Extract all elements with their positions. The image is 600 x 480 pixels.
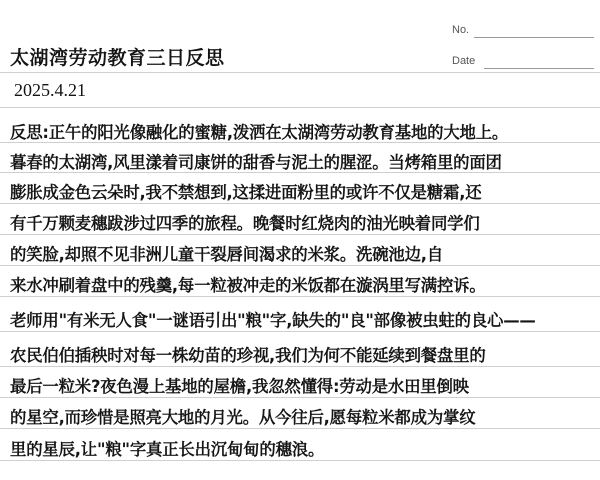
page-title: 太湖湾劳动教育三日反思	[10, 47, 225, 69]
ruled-line	[0, 428, 600, 429]
no-field-line	[474, 37, 594, 38]
body-line-10: 的星空,而珍惜是照亮大地的月光。从今往后,愿每粒米都成为掌纹	[10, 408, 476, 427]
ruled-line	[0, 234, 600, 235]
ruled-line	[0, 366, 600, 367]
ruled-line	[0, 397, 600, 398]
no-label: No.	[452, 24, 470, 36]
body-line-9: 最后一粒米?夜色漫上基地的屋檐,我忽然懂得:劳动是水田里倒映	[10, 377, 469, 396]
date-label: Date	[452, 55, 476, 67]
date-field-line	[484, 68, 594, 69]
body-line-7: 老师用"有米无人食"一谜语引出"粮"字,缺失的"良"部像被虫蛀的良心——	[10, 311, 536, 330]
ruled-line	[0, 203, 600, 204]
ruled-line	[0, 142, 600, 143]
ruled-line	[0, 460, 600, 461]
ruled-line	[0, 72, 600, 73]
ruled-line	[0, 265, 600, 266]
body-line-4: 有千万颗麦穗跋涉过四季的旅程。晚餐时红烧肉的油光映着同学们	[10, 214, 480, 233]
body-line-3: 膨胀成金色云朵时,我不禁想到,这揉进面粉里的或许不仅是糖霜,还	[10, 183, 482, 202]
body-line-8: 农民伯伯插秧时对每一株幼苗的珍视,我们为何不能延续到餐盘里的	[10, 346, 486, 365]
ruled-line	[0, 107, 600, 108]
body-line-2: 暮春的太湖湾,风里漾着司康饼的甜香与泥土的腥涩。当烤箱里的面团	[10, 153, 502, 172]
entry-date: 2025.4.21	[14, 80, 86, 100]
ruled-line	[0, 331, 600, 332]
body-line-1: 反思:正午的阳光像融化的蜜糖,泼洒在太湖湾劳动教育基地的大地上。	[10, 123, 509, 142]
ruled-line	[0, 172, 600, 173]
body-line-6: 来水冲刷着盘中的残羹,每一粒被冲走的米饭都在漩涡里写满控诉。	[10, 276, 486, 295]
body-line-5: 的笑脸,却照不见非洲儿童干裂唇间渴求的米浆。洗碗池边,自	[10, 245, 444, 264]
ruled-line	[0, 296, 600, 297]
body-line-11: 里的星辰,让"粮"字真正长出沉甸甸的穗浪。	[10, 440, 325, 459]
